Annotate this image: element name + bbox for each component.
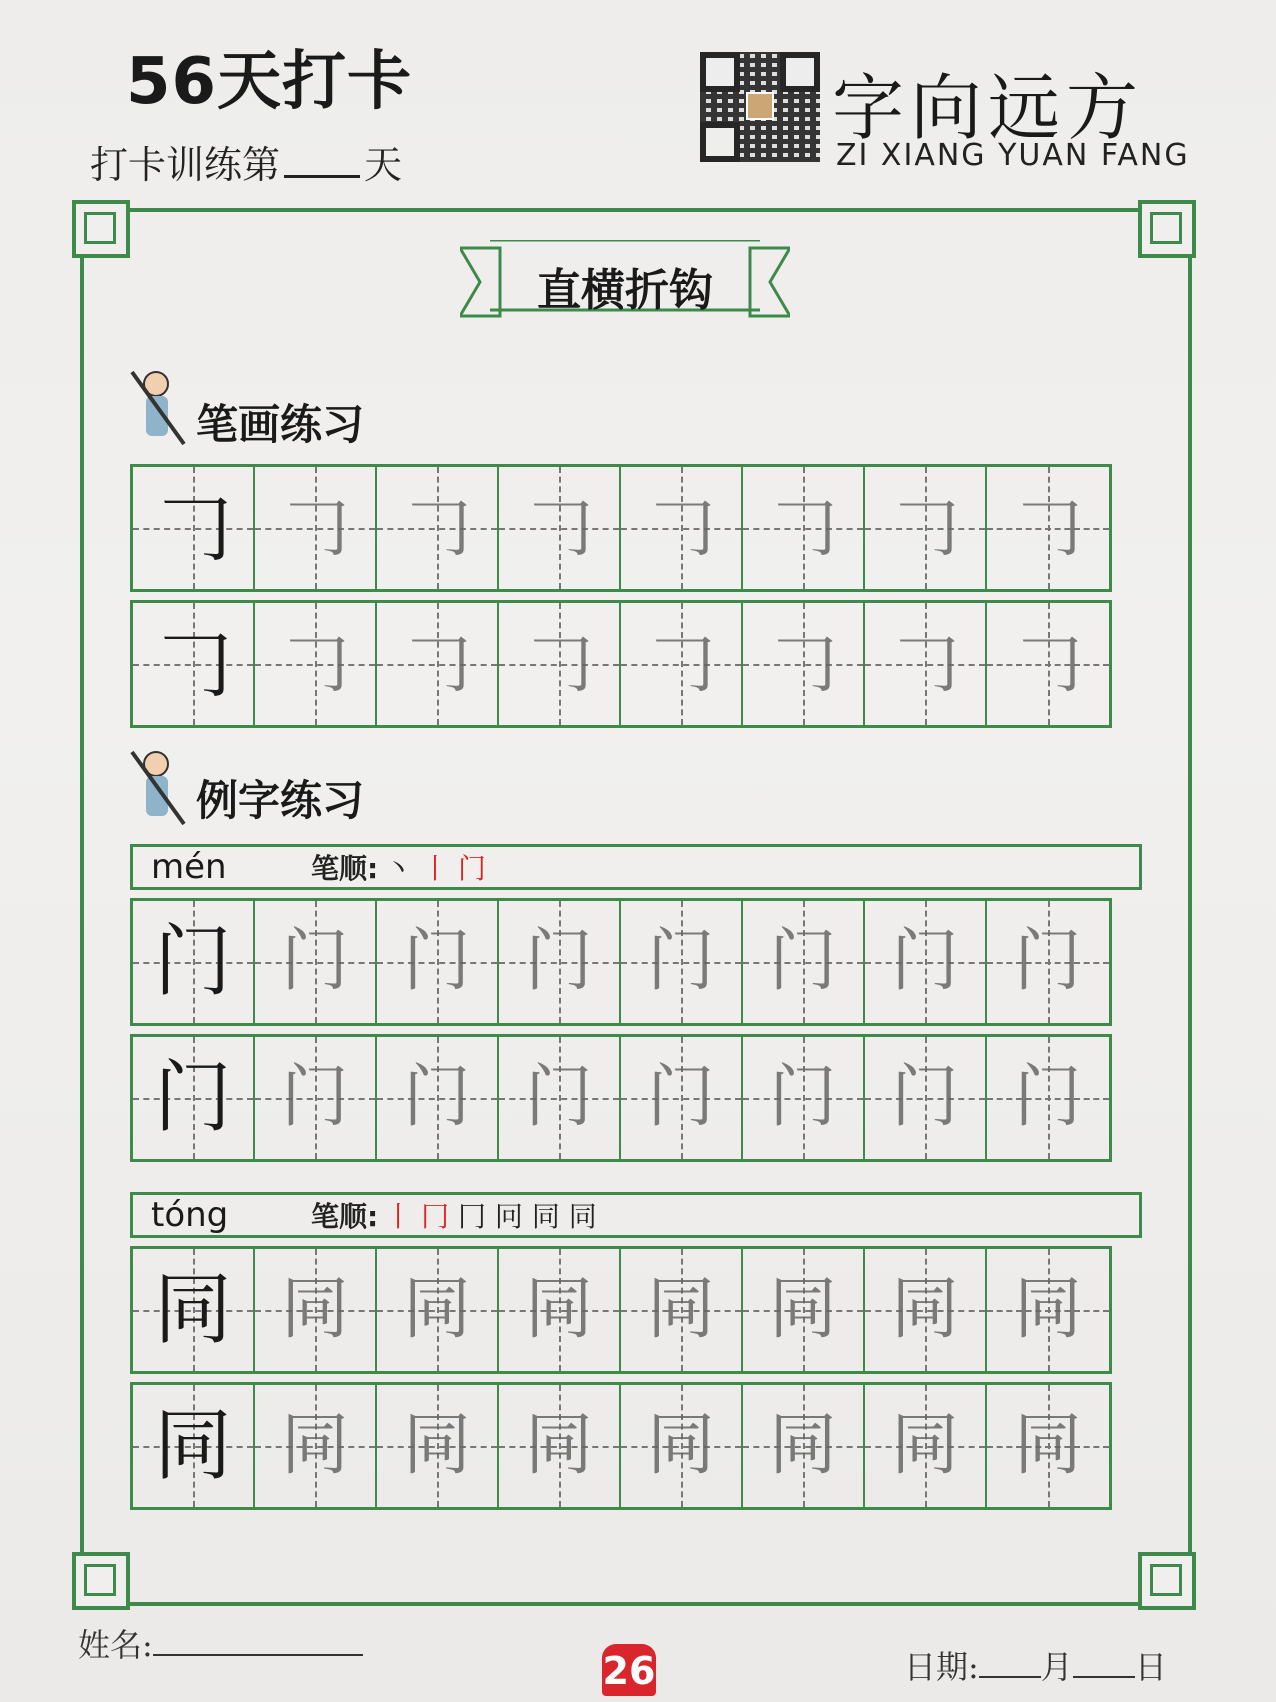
tianzige-cell[interactable] — [987, 603, 1109, 725]
stroke-step: 丶 — [384, 852, 413, 885]
traced-character: 𠃌 — [524, 624, 593, 703]
day-counter — [90, 134, 402, 189]
traced-character: 同 — [768, 1270, 837, 1349]
traced-character: 同 — [890, 1406, 959, 1485]
practice-grid-row — [130, 600, 1112, 728]
tianzige-cell[interactable] — [133, 603, 255, 725]
traced-character: 门 — [890, 1058, 959, 1137]
traced-character: 门 — [890, 922, 959, 1001]
tianzige-cell[interactable] — [255, 1037, 377, 1159]
lesson-banner — [460, 240, 790, 324]
frame-corner-ornament-icon — [1138, 200, 1196, 258]
tianzige-cell[interactable] — [255, 467, 377, 589]
tianzige-cell[interactable] — [255, 1249, 377, 1371]
qr-code-icon — [700, 52, 820, 162]
tianzige-cell[interactable] — [499, 1249, 621, 1371]
stroke-order-label: 笔顺: — [311, 1200, 379, 1233]
traced-character: 同 — [1013, 1270, 1082, 1349]
tianzige-cell[interactable] — [987, 1037, 1109, 1159]
tianzige-cell[interactable] — [133, 1385, 255, 1507]
day-blank[interactable] — [1073, 1652, 1135, 1678]
model-character: 同 — [153, 1265, 232, 1355]
tianzige-cell[interactable] — [987, 901, 1109, 1023]
scholar-mascot-icon — [128, 368, 188, 448]
traced-character: 同 — [890, 1270, 959, 1349]
tianzige-cell[interactable] — [865, 603, 987, 725]
traced-character: 𠃌 — [768, 624, 837, 703]
tianzige-cell[interactable] — [255, 901, 377, 1023]
frame-corner-ornament-icon — [1138, 1552, 1196, 1610]
model-character: 同 — [153, 1401, 232, 1491]
brand-pinyin: ZI XIANG YUAN FANG — [836, 138, 1190, 173]
traced-character: 𠃌 — [890, 488, 959, 567]
name-field[interactable] — [78, 1620, 363, 1666]
stroke-step: 丨 门 — [421, 852, 487, 885]
tianzige-cell[interactable] — [743, 603, 865, 725]
tianzige-cell[interactable] — [621, 901, 743, 1023]
tianzige-cell[interactable] — [133, 467, 255, 589]
tianzige-cell[interactable] — [621, 1249, 743, 1371]
character-info-bar — [130, 1192, 1142, 1238]
traced-character: 同 — [280, 1270, 349, 1349]
traced-character: 门 — [280, 922, 349, 1001]
tianzige-cell[interactable] — [133, 1037, 255, 1159]
traced-character: 门 — [524, 922, 593, 1001]
traced-character: 同 — [524, 1270, 593, 1349]
tianzige-cell[interactable] — [377, 603, 499, 725]
qr-logo-icon — [746, 92, 774, 120]
scholar-mascot-icon — [128, 748, 188, 828]
name-blank[interactable] — [153, 1630, 363, 1656]
traced-character: 𠃌 — [890, 624, 959, 703]
traced-character: 门 — [402, 922, 471, 1001]
tianzige-cell[interactable] — [255, 1385, 377, 1507]
tianzige-cell[interactable] — [743, 467, 865, 589]
tianzige-cell[interactable] — [377, 1249, 499, 1371]
tianzige-cell[interactable] — [499, 1037, 621, 1159]
month-blank[interactable] — [979, 1652, 1041, 1678]
tianzige-cell[interactable] — [987, 1249, 1109, 1371]
practice-grid-row — [130, 1034, 1112, 1162]
traced-character: 𠃌 — [524, 488, 593, 567]
tianzige-cell[interactable] — [255, 603, 377, 725]
traced-character: 𠃌 — [1013, 624, 1082, 703]
traced-character: 𠃌 — [646, 624, 715, 703]
traced-character: 门 — [768, 1058, 837, 1137]
date-field[interactable] — [904, 1642, 1167, 1688]
frame-corner-ornament-icon — [72, 1552, 130, 1610]
tianzige-cell[interactable] — [499, 467, 621, 589]
traced-character: 门 — [524, 1058, 593, 1137]
page-number-badge: 26 — [602, 1644, 656, 1696]
date-label: 日期: — [904, 1648, 979, 1686]
model-character: 𠃌 — [153, 483, 232, 573]
traced-character: 同 — [768, 1406, 837, 1485]
traced-character: 同 — [280, 1406, 349, 1485]
stroke-order-steps — [384, 847, 486, 887]
day-counter-prefix: 打卡训练第 — [90, 143, 281, 187]
tianzige-cell[interactable] — [621, 1385, 743, 1507]
day-label: 日 — [1134, 1648, 1167, 1686]
tianzige-cell[interactable] — [865, 1037, 987, 1159]
traced-character: 门 — [280, 1058, 349, 1137]
tianzige-cell[interactable] — [377, 901, 499, 1023]
traced-character: 同 — [646, 1270, 715, 1349]
tianzige-cell[interactable] — [865, 1385, 987, 1507]
traced-character: 门 — [402, 1058, 471, 1137]
page-title: 56天打卡 — [126, 45, 413, 119]
traced-character: 𠃌 — [768, 488, 837, 567]
tianzige-cell[interactable] — [377, 1037, 499, 1159]
stroke-step: 丨 冂 — [384, 1200, 450, 1233]
tianzige-cell[interactable] — [621, 467, 743, 589]
tianzige-cell[interactable] — [133, 901, 255, 1023]
practice-grid-row — [130, 898, 1112, 1026]
tianzige-cell[interactable] — [743, 1385, 865, 1507]
practice-grid-row — [130, 464, 1112, 592]
lesson-title: 直横折钩 — [537, 265, 713, 316]
model-character: 门 — [153, 1053, 232, 1143]
traced-character: 门 — [768, 922, 837, 1001]
tianzige-cell[interactable] — [865, 901, 987, 1023]
traced-character: 𠃌 — [1013, 488, 1082, 567]
pinyin-label: mén — [151, 847, 227, 887]
tianzige-cell[interactable] — [865, 467, 987, 589]
tianzige-cell[interactable] — [377, 1385, 499, 1507]
traced-character: 门 — [646, 1058, 715, 1137]
traced-character: 同 — [1013, 1406, 1082, 1485]
tianzige-cell[interactable] — [743, 901, 865, 1023]
model-character: 𠃌 — [153, 619, 232, 709]
traced-character: 门 — [1013, 922, 1082, 1001]
traced-character: 𠃌 — [280, 624, 349, 703]
traced-character: 𠃌 — [280, 488, 349, 567]
tianzige-cell[interactable] — [377, 467, 499, 589]
pinyin-label: tóng — [151, 1195, 229, 1235]
tianzige-cell[interactable] — [987, 1385, 1109, 1507]
traced-character: 门 — [1013, 1058, 1082, 1137]
frame-corner-ornament-icon — [72, 200, 130, 258]
practice-grid-row — [130, 1246, 1112, 1374]
tianzige-cell[interactable] — [743, 1249, 865, 1371]
tianzige-cell[interactable] — [621, 1037, 743, 1159]
day-blank[interactable] — [284, 145, 360, 178]
day-counter-suffix: 天 — [364, 143, 403, 187]
traced-character: 同 — [646, 1406, 715, 1485]
brand-logo: 字向远方 — [832, 66, 1145, 150]
model-character: 门 — [153, 917, 232, 1007]
tianzige-cell[interactable] — [621, 603, 743, 725]
character-info-bar — [130, 844, 1142, 890]
month-label: 月 — [1040, 1648, 1073, 1686]
tianzige-cell[interactable] — [865, 1249, 987, 1371]
stroke-order-steps — [384, 1195, 597, 1235]
traced-character: 𠃌 — [402, 488, 471, 567]
tianzige-cell[interactable] — [499, 603, 621, 725]
tianzige-cell[interactable] — [987, 467, 1109, 589]
traced-character: 同 — [402, 1406, 471, 1485]
traced-character: 门 — [646, 922, 715, 1001]
tianzige-cell[interactable] — [499, 1385, 621, 1507]
traced-character: 𠃌 — [646, 488, 715, 567]
tianzige-cell[interactable] — [743, 1037, 865, 1159]
traced-character: 同 — [524, 1406, 593, 1485]
example-practice-heading: 例字练习 — [196, 776, 365, 825]
stroke-order-label: 笔顺: — [311, 852, 379, 885]
traced-character: 𠃌 — [402, 624, 471, 703]
tianzige-cell[interactable] — [499, 901, 621, 1023]
stroke-step: 冂 冋 同 同 — [458, 1200, 597, 1233]
practice-grid-row — [130, 1382, 1112, 1510]
stroke-practice-heading: 笔画练习 — [196, 400, 365, 449]
tianzige-cell[interactable] — [133, 1249, 255, 1371]
name-label: 姓名: — [78, 1626, 153, 1664]
traced-character: 同 — [402, 1270, 471, 1349]
